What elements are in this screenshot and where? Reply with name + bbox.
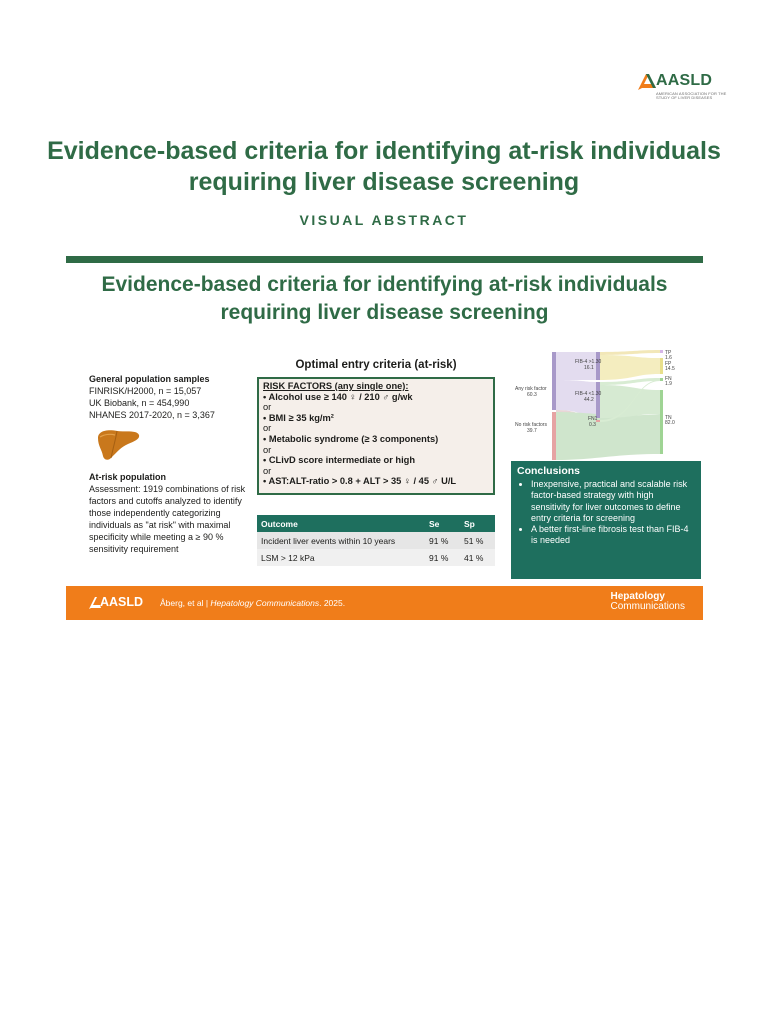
criteria-heading: RISK FACTORS (any single one): [263,381,409,391]
criteria-or: or [263,465,272,476]
citation-journal: Hepatology Communications [210,598,320,608]
sankey-flow [600,350,660,355]
sankey-label: 39.7 [527,428,537,434]
sankey-label: FP [665,361,672,367]
criteria-or: or [263,402,272,413]
table-header-cell: Outcome [257,515,425,532]
journal-logo [611,592,685,612]
list-item: • A better first-line fibrosis test than FIB-4 is needed [531,524,695,547]
table-cell: LSM > 12 kPa [257,549,425,566]
samples-section [89,373,269,421]
sankey-label: No risk factors [515,422,547,428]
footer-citation [160,598,345,608]
table-cell: 41 % [460,549,495,566]
samples-line: FINRISK/H2000, n = 15,057 [89,386,202,396]
table-header-cell: Sp [460,515,495,532]
abstract-footer [66,586,703,620]
sankey-label: FN1 [588,416,598,422]
sankey-diagram [514,350,686,464]
citation-year: . 2025. [319,598,346,608]
criteria-item: • Metabolic syndrome (≥ 3 components) [263,433,439,444]
sankey-label: FIB-4 >1.30 [575,359,602,365]
conclusions-list [517,479,695,547]
table-cell: Incident liver events within 10 years [257,532,425,549]
sankey-label: 60.3 [527,392,537,398]
table-cell: 51 % [460,532,495,549]
criteria-or: or [263,423,272,434]
sankey-label: FN [665,376,672,382]
samples-line: UK Biobank, n = 454,990 [89,398,190,408]
page-subtitle: VISUAL ABSTRACT [299,212,469,228]
table-row [257,549,495,566]
conclusions-heading: Conclusions [517,465,581,477]
sankey-label: 1.9 [665,381,672,387]
sankey-label: 44.2 [584,397,594,403]
sankey-node [660,378,663,381]
table-row [257,532,495,549]
sankey-node [596,382,600,418]
aasld-logo [636,72,732,104]
aasld-logo-icon [636,72,658,92]
sankey-label: 14.5 [665,366,675,372]
criteria-box [257,377,495,495]
criteria-title: Optimal entry criteria (at-risk) [295,359,457,371]
sankey-node [552,412,556,460]
sankey-node [660,358,663,374]
criteria-item: • Alcohol use ≥ 140 ♀ / 210 ♂ g/wk [263,391,413,402]
abstract-top-bar [66,256,703,263]
samples-line: NHANES 2017-2020, n = 3,367 [89,410,215,420]
footer-logo-text: AASLD [100,595,144,609]
sankey-label: Any risk factor [515,386,547,392]
criteria-item: • BMI ≥ 35 kg/m² [263,412,334,423]
sankey-label: 0.3 [589,422,596,428]
sankey-node [660,350,663,353]
sankey-label: 16.1 [584,365,594,371]
sankey-label: TN [665,415,672,421]
sankey-label: FIB-4 <1.30 [575,391,602,397]
citation-authors: Åberg, et al [160,598,204,608]
sankey-label: TP [665,350,672,356]
sankey-node [660,390,663,454]
liver-icon [95,428,141,462]
sankey-node [552,352,556,410]
table-header-cell: Se [425,515,460,532]
sankey-flow [600,385,660,418]
criteria-item: • AST:ALT-ratio > 0.8 + ALT > 35 ♀ / 45 ♂ U/L [263,476,457,487]
criteria-item: • CLivD score intermediate or high [263,455,416,466]
outcome-table [257,515,495,566]
abstract-title: Evidence-based criteria for identifying at-risk individuals requiring liver disease screening [101,273,668,324]
table-cell: 91 % [425,549,460,566]
journal-name-line: Hepatology [610,591,665,602]
sankey-flow [600,355,660,380]
aasld-logo-text: AASLD [656,72,713,89]
sankey-label: 82.0 [665,420,675,426]
visual-abstract [66,256,703,620]
at-risk-heading: At-risk population [89,472,166,482]
aasld-logo-tagline: AMERICAN ASSOCIATION FOR THE STUDY OF LIVER DISEASES [656,91,727,100]
page-title: Evidence-based criteria for identifying at-risk individuals requiring liver disease screening [47,137,721,196]
journal-name-line: Communications [610,601,685,612]
sankey-label: 1.6 [665,355,672,361]
conclusions-box [511,461,701,579]
at-risk-text: Assessment: 1919 combinations of risk factors and cutoffs analyzed to identify those independently categorizing individuals as "at risk" with maximal specificity while meeting a ≥ 90 % sensitivity requirement [89,484,246,554]
table-cell: 91 % [425,532,460,549]
sankey-node [596,352,600,380]
citation-separator: | [203,598,211,608]
list-item: • Inexpensive, practical and scalable risk factor-based strategy with high sensitivity for liver outcomes to define entry criteria for screening [531,479,695,524]
at-risk-section [89,471,264,555]
criteria-or: or [263,444,272,455]
table-header-row [257,515,495,532]
samples-heading: General population samples [89,374,210,384]
